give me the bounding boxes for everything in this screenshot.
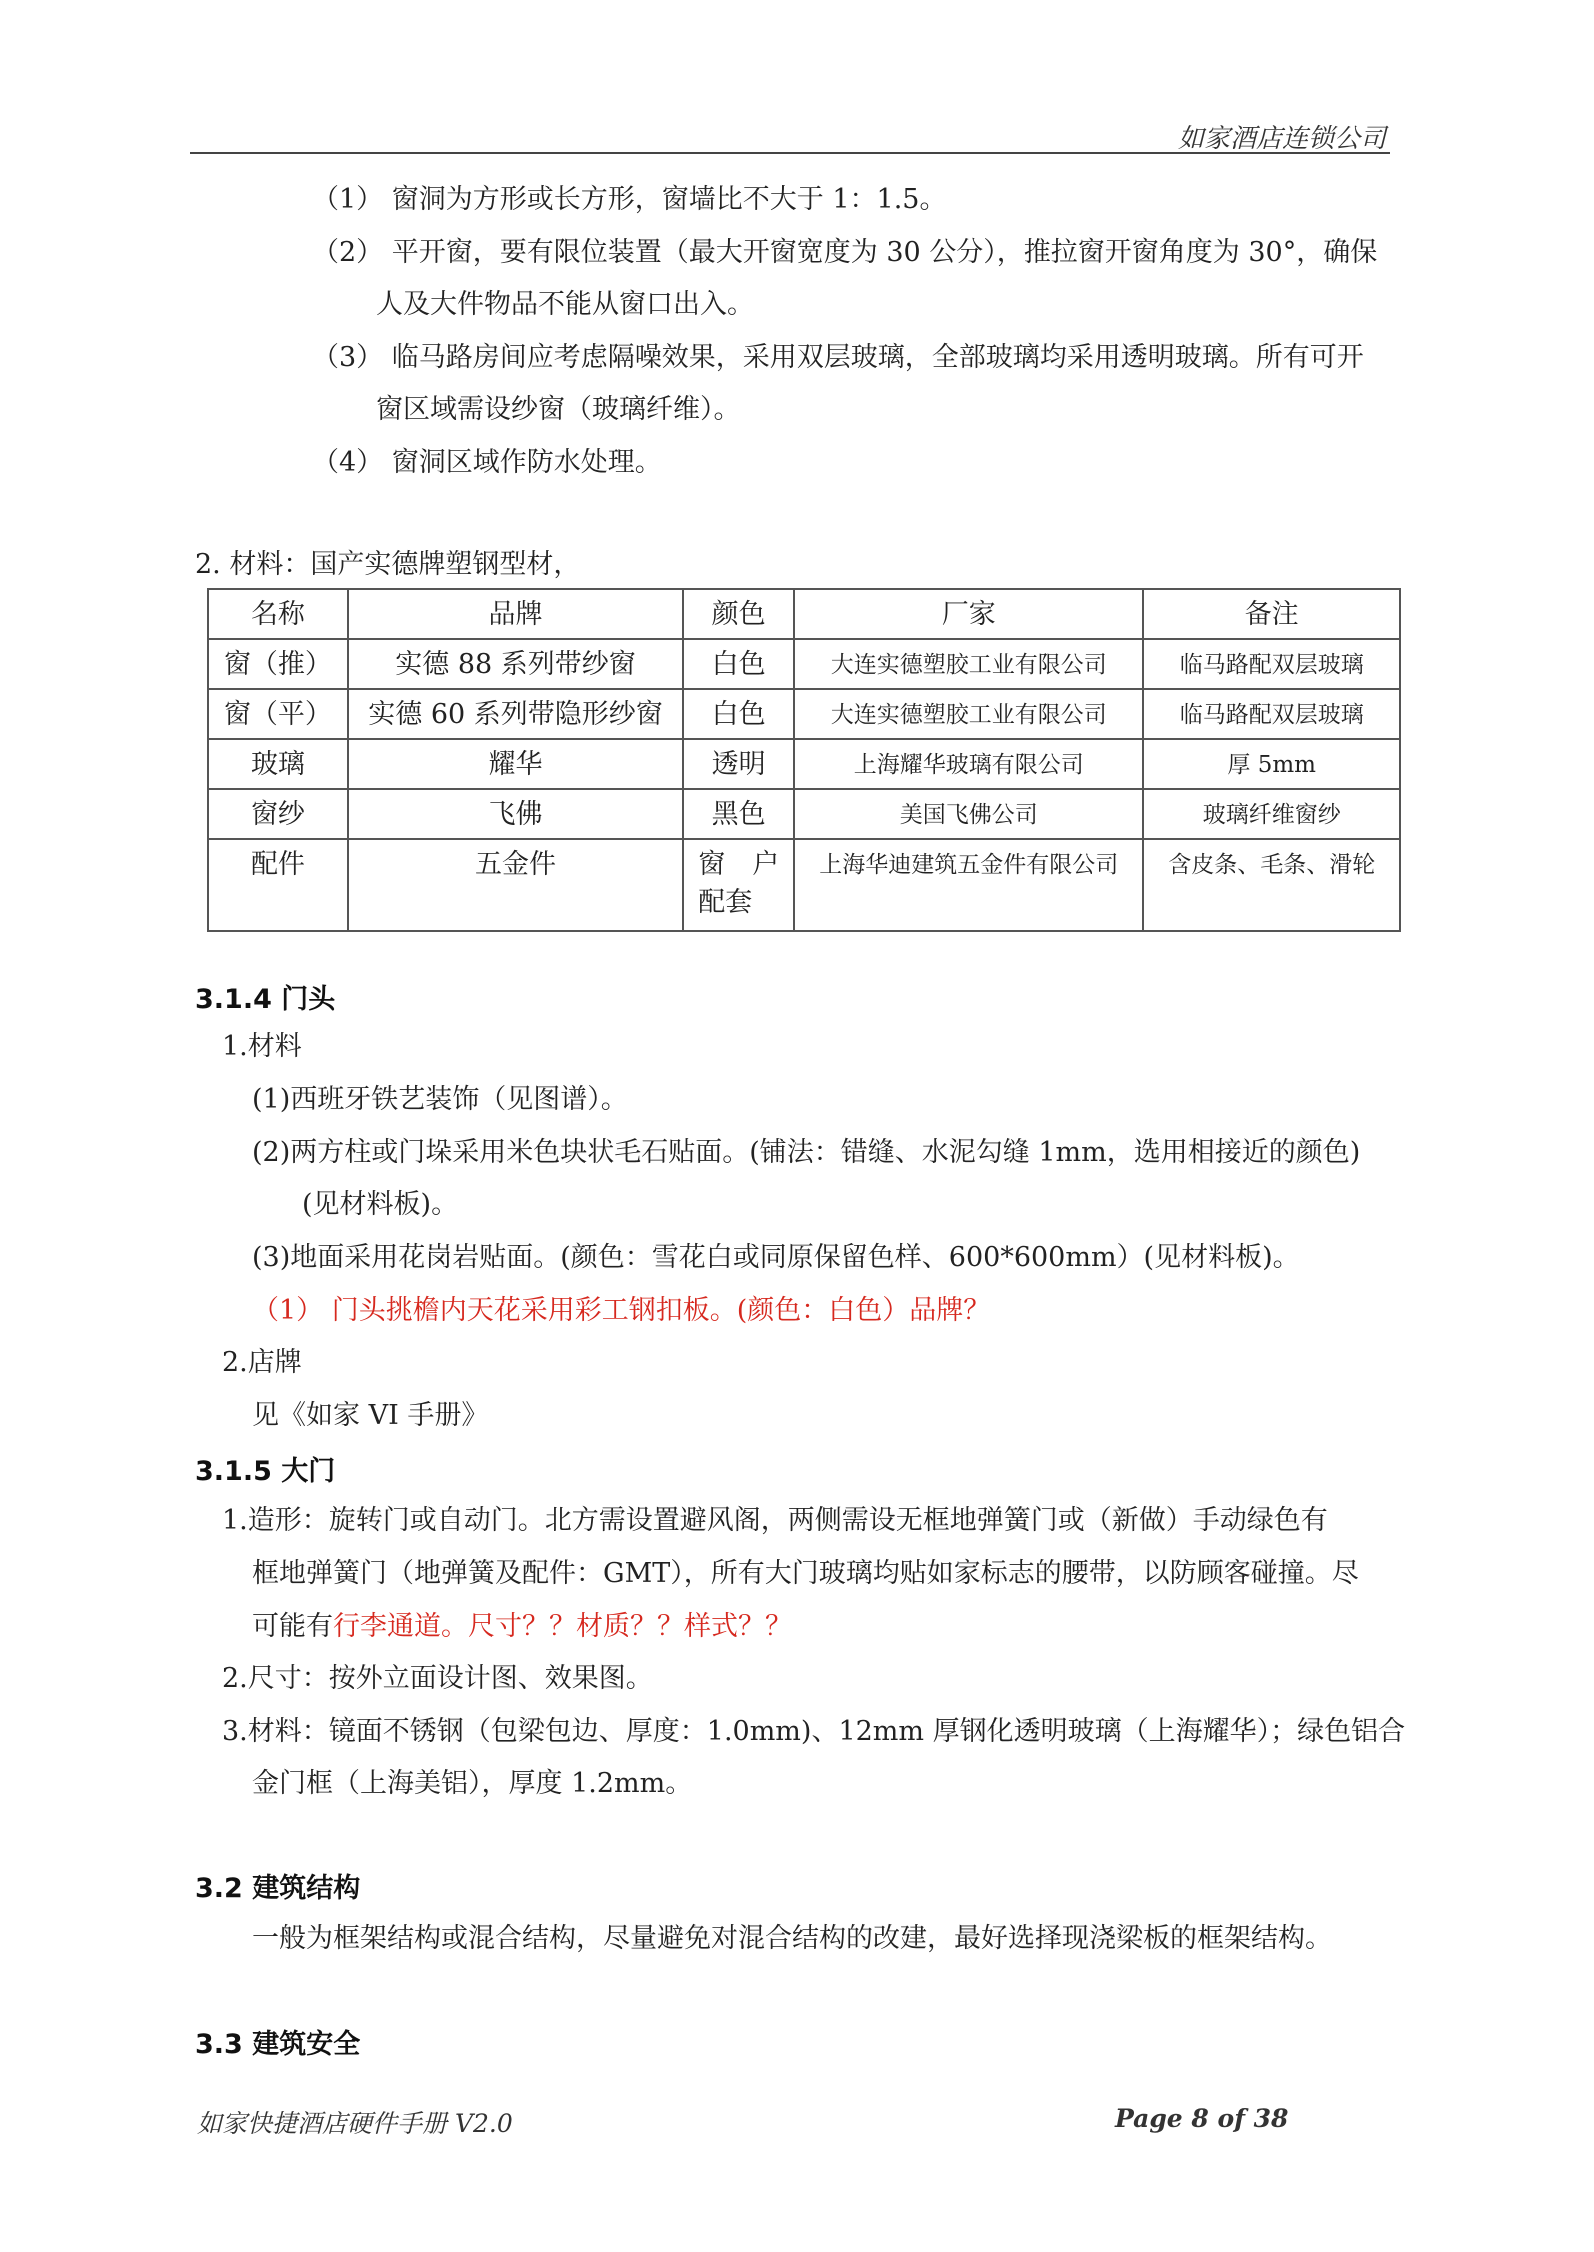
table-cell: 白色 <box>683 639 794 689</box>
table-row <box>208 689 1400 739</box>
table-cell: 实德 88 系列带纱窗 <box>348 639 683 689</box>
header-rule <box>190 152 1390 154</box>
table-cell: 五金件 <box>348 839 683 931</box>
table-cell: 配件 <box>208 839 348 931</box>
section-heading-3-2: 3.2 建筑结构 <box>195 1873 361 1904</box>
table-header-row <box>208 589 1400 639</box>
table-row <box>208 839 1400 931</box>
table-cell: 临马路配双层玻璃 <box>1143 689 1400 739</box>
table-cell: 玻璃 <box>208 739 348 789</box>
sec315-line-2: 框地弹簧门（地弹簧及配件：GMT），所有大门玻璃均贴如家标志的腰带，以防顾客碰撞。尽 <box>252 1558 1359 1589</box>
table-cell: 含皮条、毛条、滑轮 <box>1143 839 1400 931</box>
section-heading-3-1-4: 3.1.4 门头 <box>195 984 336 1015</box>
window-item-4: （4） 窗洞区域作防水处理。 <box>312 447 662 478</box>
sec314-sub-signboard: 2.店牌 <box>222 1347 302 1378</box>
table-cell: 实德 60 系列带隐形纱窗 <box>348 689 683 739</box>
window-item-3: （3） 临马路房间应考虑隔噪效果，采用双层玻璃，全部玻璃均采用透明玻璃。所有可开 <box>312 342 1364 373</box>
table-cell: 窗纱 <box>208 789 348 839</box>
table-row <box>208 639 1400 689</box>
table-cell: 大连实德塑胶工业有限公司 <box>794 639 1143 689</box>
sec314-sub-materials: 1.材料 <box>222 1031 302 1062</box>
sec314-item-1: (1)西班牙铁艺装饰（见图谱）。 <box>252 1084 628 1115</box>
footer-manual-title: 如家快捷酒店硬件手册 V2.0 <box>197 2109 513 2138</box>
section-heading-3-3: 3.3 建筑安全 <box>195 2029 361 2060</box>
sec32-text: 一般为框架结构或混合结构，尽量避免对混合结构的改建，最好选择现浇梁板的框架结构。 <box>252 1923 1332 1954</box>
window-item-1: （1） 窗洞为方形或长方形，窗墙比不大于 1：1.5。 <box>312 184 947 215</box>
window-item-3-cont: 窗区域需设纱窗（玻璃纤维）。 <box>376 394 741 425</box>
materials-label: 2. 材料：国产实德牌塑钢型材， <box>195 549 581 580</box>
sec314-item-4-prefix: （1） 门头挑檐内天花采用 <box>252 1295 575 1326</box>
table-cell: 上海华迪建筑五金件有限公司 <box>794 839 1143 931</box>
material-table <box>207 588 1401 932</box>
table-header-cell: 颜色 <box>683 589 794 639</box>
sec315-line-3-prefix: 可能有 <box>252 1611 333 1642</box>
sec315-line-3 <box>252 1607 792 1647</box>
sec315-line-3-highlight: 行李通道。尺寸？？材质？？样式？？ <box>333 1611 792 1642</box>
table-cell: 大连实德塑胶工业有限公司 <box>794 689 1143 739</box>
sec314-item-4-highlight: 彩工钢扣板。(颜色：白色）品牌？ <box>574 1295 991 1326</box>
header-company: 如家酒店连锁公司 <box>1177 124 1386 153</box>
table-cell: 飞佛 <box>348 789 683 839</box>
footer-page-number: Page 8 of 38 <box>1115 2104 1289 2133</box>
table-header-cell: 名称 <box>208 589 348 639</box>
table-header-cell: 品牌 <box>348 589 683 639</box>
table-cell: 玻璃纤维窗纱 <box>1143 789 1400 839</box>
table-header-cell: 厂家 <box>794 589 1143 639</box>
table-cell: 厚 5mm <box>1143 739 1400 789</box>
table-cell: 白色 <box>683 689 794 739</box>
table-cell: 黑色 <box>683 789 794 839</box>
table-cell: 窗 户 配套 <box>683 839 794 931</box>
table-cell: 窗（平） <box>208 689 348 739</box>
sec314-item-2-cont: (见材料板)。 <box>302 1189 459 1220</box>
table-header-cell: 备注 <box>1143 589 1400 639</box>
sec314-vi-reference: 见《如家 VI 手册》 <box>252 1400 489 1431</box>
table-cell: 透明 <box>683 739 794 789</box>
table-cell: 临马路配双层玻璃 <box>1143 639 1400 689</box>
table-cell: 窗（推） <box>208 639 348 689</box>
table-cell: 美国飞佛公司 <box>794 789 1143 839</box>
table-cell: 耀华 <box>348 739 683 789</box>
sec314-item-3: (3)地面采用花岗岩贴面。(颜色：雪花白或同原保留色样、600*600mm）(见材料板)。 <box>252 1242 1300 1273</box>
sec315-line-6: 金门框（上海美铝），厚度 1.2mm。 <box>252 1768 693 1799</box>
sec315-line-5: 3.材料：镜面不锈钢（包梁包边、厚度：1.0mm)、12mm 厚钢化透明玻璃（上海耀华）；绿色铝合 <box>222 1716 1406 1747</box>
table-cell: 上海耀华玻璃有限公司 <box>794 739 1143 789</box>
table-row <box>208 739 1400 789</box>
sec315-line-4: 2.尺寸：按外立面设计图、效果图。 <box>222 1663 653 1694</box>
sec314-item-4 <box>252 1291 990 1331</box>
section-heading-3-1-5: 3.1.5 大门 <box>195 1456 336 1487</box>
sec314-item-2: (2)两方柱或门垛采用米色块状毛石贴面。(铺法：错缝、水泥勾缝 1mm，选用相接近的颜色) <box>252 1137 1361 1168</box>
window-item-2: （2） 平开窗，要有限位装置（最大开窗宽度为 30 公分），推拉窗开窗角度为 30°，确保 <box>312 237 1378 268</box>
table-row <box>208 789 1400 839</box>
sec315-line-1: 1.造形：旋转门或自动门。北方需设置避风阁，两侧需设无框地弹簧门或（新做）手动绿色有 <box>222 1505 1328 1536</box>
window-item-2-cont: 人及大件物品不能从窗口出入。 <box>376 289 754 320</box>
